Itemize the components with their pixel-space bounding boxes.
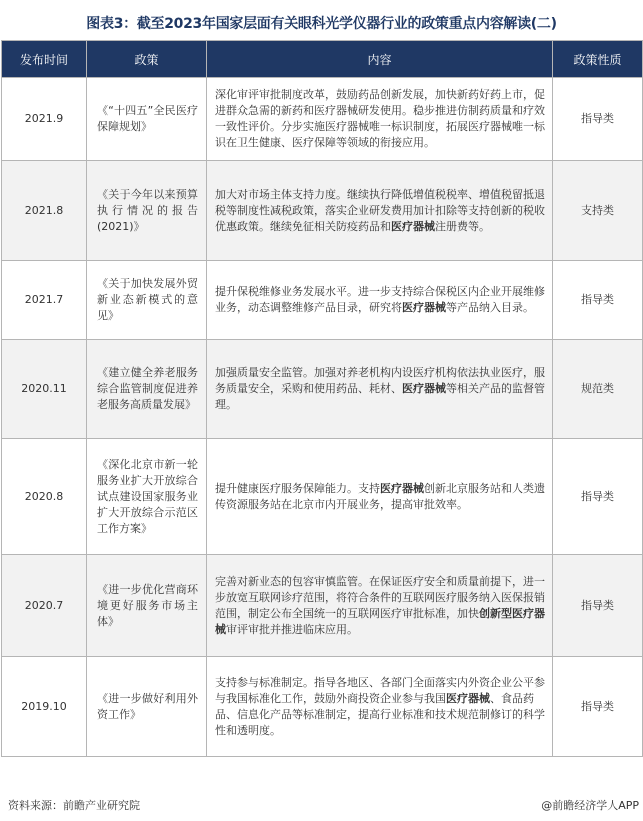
cell-date: 2021.7 bbox=[2, 261, 87, 340]
header-policy: 政策 bbox=[87, 41, 207, 78]
table-row bbox=[2, 161, 643, 261]
header-date: 发布时间 bbox=[2, 41, 87, 78]
content-text: 完善对新业态的包容审慎监管。在保证医疗安全和质量前提下，进一步放宽互联网诊疗范围，将符合条件的互联网医疗服务纳入医保报销范围，制定公布全国统一的互联网医疗审批标准，加快 bbox=[215, 574, 545, 620]
cell-date: 2020.7 bbox=[2, 555, 87, 657]
content-text: 提升健康医疗服务保障能力。支持 bbox=[215, 481, 380, 495]
chart-title: 图表3：截至2023年国家层面有关眼科光学仪器行业的政策重点内容解读(二) bbox=[86, 16, 557, 32]
cell-type: 规范类 bbox=[553, 340, 643, 439]
highlight-term: 医疗器械 bbox=[446, 691, 490, 705]
content-text: 审评审批并推进临床应用。 bbox=[226, 622, 358, 636]
cell-content bbox=[207, 657, 553, 757]
cell-policy: 《关于今年以来预算执行情况的报告(2021)》 bbox=[87, 161, 207, 261]
cell-policy: 《进一步做好利用外资工作》 bbox=[87, 657, 207, 757]
table-row bbox=[2, 78, 643, 161]
header-content: 内容 bbox=[207, 41, 553, 78]
content-text: 等产品纳入目录。 bbox=[446, 301, 534, 314]
cell-content bbox=[207, 439, 553, 555]
cell-content bbox=[207, 161, 553, 261]
footer bbox=[0, 790, 643, 821]
policy-table bbox=[1, 40, 643, 757]
content-text: 注册费等。 bbox=[435, 219, 490, 233]
cell-content bbox=[207, 78, 553, 161]
cell-content bbox=[207, 555, 553, 657]
cell-content bbox=[207, 340, 553, 439]
cell-type: 指导类 bbox=[553, 261, 643, 340]
cell-date: 2021.8 bbox=[2, 161, 87, 261]
content-text: 深化审评审批制度改革，鼓励药品创新发展，加快新药好药上市，促进群众急需的新药和医疗器械研发使用。稳步推进仿制药质量和疗效一致性评价。分步实施医疗器械唯一标识制度，拓展医疗器械唯一标识在卫生健康、医疗保障等领域的衔接应用。 bbox=[215, 88, 545, 149]
content-text: 、食品药品、信息化产品等标准制定，提高行业标准和技术规范制修订的科学性和透明度。 bbox=[215, 691, 545, 737]
brand-credit: @前瞻经济学人APP bbox=[541, 799, 639, 812]
cell-date: 2020.11 bbox=[2, 340, 87, 439]
table-row bbox=[2, 261, 643, 340]
content-text: 等相关产品的监督管理。 bbox=[215, 382, 545, 411]
cell-policy: 《建立健全养老服务综合监管制度促进养老服务高质量发展》 bbox=[87, 340, 207, 439]
table-row bbox=[2, 340, 643, 439]
highlight-term: 医疗器械 bbox=[380, 481, 424, 495]
highlight-term: 创新型医疗器械 bbox=[215, 606, 545, 636]
cell-type: 指导类 bbox=[553, 555, 643, 657]
cell-policy: 《进一步优化营商环境更好服务市场主体》 bbox=[87, 555, 207, 657]
header-type: 政策性质 bbox=[553, 41, 643, 78]
table-header-row bbox=[2, 41, 643, 78]
cell-type: 支持类 bbox=[553, 161, 643, 261]
cell-policy: 《深化北京市新一轮服务业扩大开放综合试点建设国家服务业扩大开放综合示范区工作方案》 bbox=[87, 439, 207, 555]
table-row bbox=[2, 555, 643, 657]
highlight-term: 医疗器械 bbox=[402, 301, 446, 314]
cell-policy: 《“十四五”全民医疗保障规划》 bbox=[87, 78, 207, 161]
content-text: 创新北京服务站和人类遗传资源服务站在北京市内开展业务，提高审批效率。 bbox=[215, 481, 545, 511]
cell-date: 2019.10 bbox=[2, 657, 87, 757]
content-text: 加大对市场主体支持力度。继续执行降低增值税税率、增值税留抵退税等制度性减税政策，落实企业研发费用加计扣除等支持创新的税收优惠政策。继续免征相关防疫药品和 bbox=[215, 187, 545, 233]
cell-type: 指导类 bbox=[553, 78, 643, 161]
highlight-term: 医疗器械 bbox=[391, 219, 435, 233]
cell-type: 指导类 bbox=[553, 657, 643, 757]
content-text: 加强质量安全监管。加强对养老机构内设医疗机构依法执业医疗，服务质量安全，采购和使用药品、耗材、 bbox=[215, 366, 545, 395]
content-text: 支持参与标准制定。指导各地区、各部门全面落实内外资企业公平参与我国标准化工作，鼓励外商投资企业参与我国 bbox=[215, 675, 545, 705]
cell-type: 指导类 bbox=[553, 439, 643, 555]
source-note: 资料来源：前瞻产业研究院 bbox=[8, 799, 140, 812]
cell-date: 2020.8 bbox=[2, 439, 87, 555]
cell-content bbox=[207, 261, 553, 340]
content-text: 提升保税维修业务发展水平。进一步支持综合保税区内企业开展维修业务，动态调整维修产品目录，研究将 bbox=[215, 285, 545, 314]
cell-policy: 《关于加快发展外贸新业态新模式的意见》 bbox=[87, 261, 207, 340]
table-row bbox=[2, 439, 643, 555]
highlight-term: 医疗器械 bbox=[402, 382, 446, 395]
cell-date: 2021.9 bbox=[2, 78, 87, 161]
table-row bbox=[2, 657, 643, 757]
